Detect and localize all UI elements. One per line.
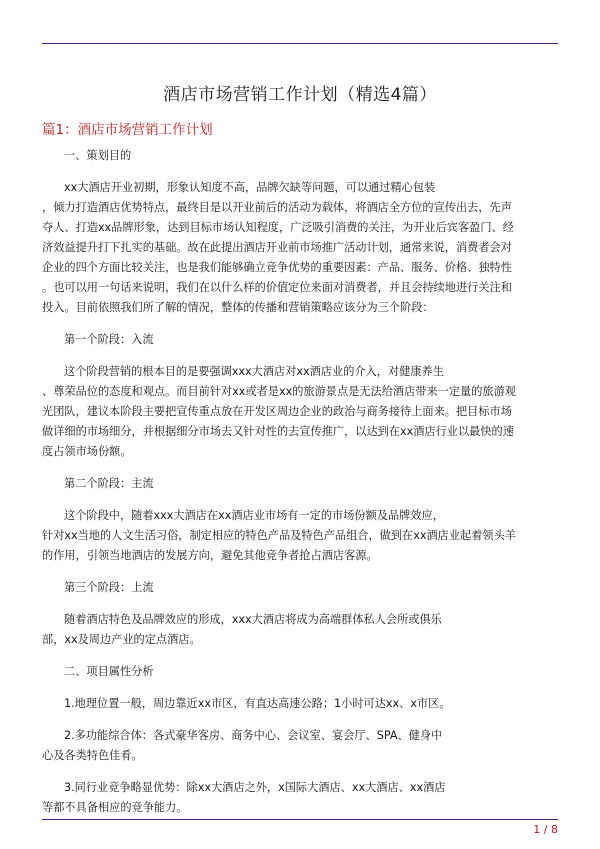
paragraph-line: 。也可以用一句话来说明，我们在以什么样的价值定位来面对消费者，并且会持续地进行关注和 [42, 281, 512, 294]
header-rule [42, 43, 558, 44]
paragraph-line: 度占领市场份额。 [42, 445, 132, 458]
paragraph-line: 这个阶段中，随着xxx大酒店在xx酒店业市场有一定的市场份额及品牌效应， [64, 509, 444, 522]
paragraph-line: 2.多功能综合体：各式豪华客房、商务中心、会议室、宴会厅、SPA、健身中 [64, 729, 443, 742]
paragraph-line: 部，xx及周边产业的定点酒店。 [42, 633, 201, 646]
paragraph-line: 企业的四个方面比较关注，也是我们能够确立竞争优势的重要因素：产品、服务、价格、独特性 [42, 261, 512, 274]
section-heading-line: 二、项目属性分析 [64, 665, 154, 678]
paragraph-line: 等都不具备相应的竞争能力。 [42, 801, 188, 814]
footer-rule [42, 819, 558, 820]
section-heading-line: 第二个阶段：主流 [64, 477, 154, 490]
paragraph-line: 的作用，引领当地酒店的发展方向，避免其他竞争者抢占酒店客源。 [42, 549, 378, 562]
paragraph-line: 心及各类特色佳肴。 [42, 749, 143, 762]
paragraph-line: 针对xx当地的人文生活习俗，制定相应的特色产品及特色产品组合，做到在xx酒店业起着领头羊 [42, 529, 516, 542]
paragraph-line: ，倾力打造酒店优势特点，最终目是以开业前后的活动为载体，将酒店全方位的宣传出去，先声 [42, 201, 512, 214]
paragraph-line: 这个阶段营销的根本目的是要强调xxx大酒店对xx酒店业的介入，对健康养生 [64, 365, 444, 378]
paragraph-line: 夺人、打造xx品牌形象，达到目标市场认知程度，广泛吸引消费的关注，为开业后宾客盈门、经 [42, 221, 514, 234]
paragraph-line: xx大酒店开业初期，形象认知度不高，品牌欠缺等问题，可以通过精心包装 [64, 181, 436, 194]
paragraph-line: 投入。目前依照我们所了解的情况，整体的传播和营销策略应该分为三个阶段： [42, 301, 434, 314]
paragraph-line: 随着酒店特色及品牌效应的形成，xxx大酒店将成为高端群体私人会所或俱乐 [64, 613, 442, 626]
paragraph-line: 济效益提升打下扎实的基础。故在此提出酒店开业前市场推广活动计划，通常来说，消费者会对 [42, 241, 512, 254]
section-heading-line: 一、策划目的 [64, 149, 132, 162]
paragraph-line: 、尊荣品位的态度和观点。而目前针对xx或者是xx的旅游景点是无法给酒店带来一定量的旅游观 [42, 385, 516, 398]
paragraph-line: 3.同行业竞争略显优势：除xx大酒店之外，x国际大酒店、xx大酒店、xx酒店 [64, 781, 446, 794]
paragraph-line: 光团队，建议本阶段主要把宣传重点放在开发区周边企业的政治与商务接待上面来。把目标市场 [42, 405, 512, 418]
paragraph-line: 做详细的市场细分，并根据细分市场去又针对性的去宣传推广，以达到在xx酒店行业以最快的速 [42, 425, 514, 438]
document-body [42, 146, 558, 818]
section-title: 篇1：酒店市场营销工作计划 [42, 122, 213, 138]
paragraph-line: 1.地理位置一般，周边靠近xx市区，有直达高速公路；1小时可达xx、x市区。 [64, 697, 451, 710]
section-heading-line: 第一个阶段：入流 [64, 333, 154, 346]
section-heading-line: 第三个阶段：上流 [64, 581, 154, 594]
page-indicator: 1 / 8 [533, 823, 558, 836]
document-title: 酒店市场营销工作计划（精选4篇） [163, 85, 437, 105]
